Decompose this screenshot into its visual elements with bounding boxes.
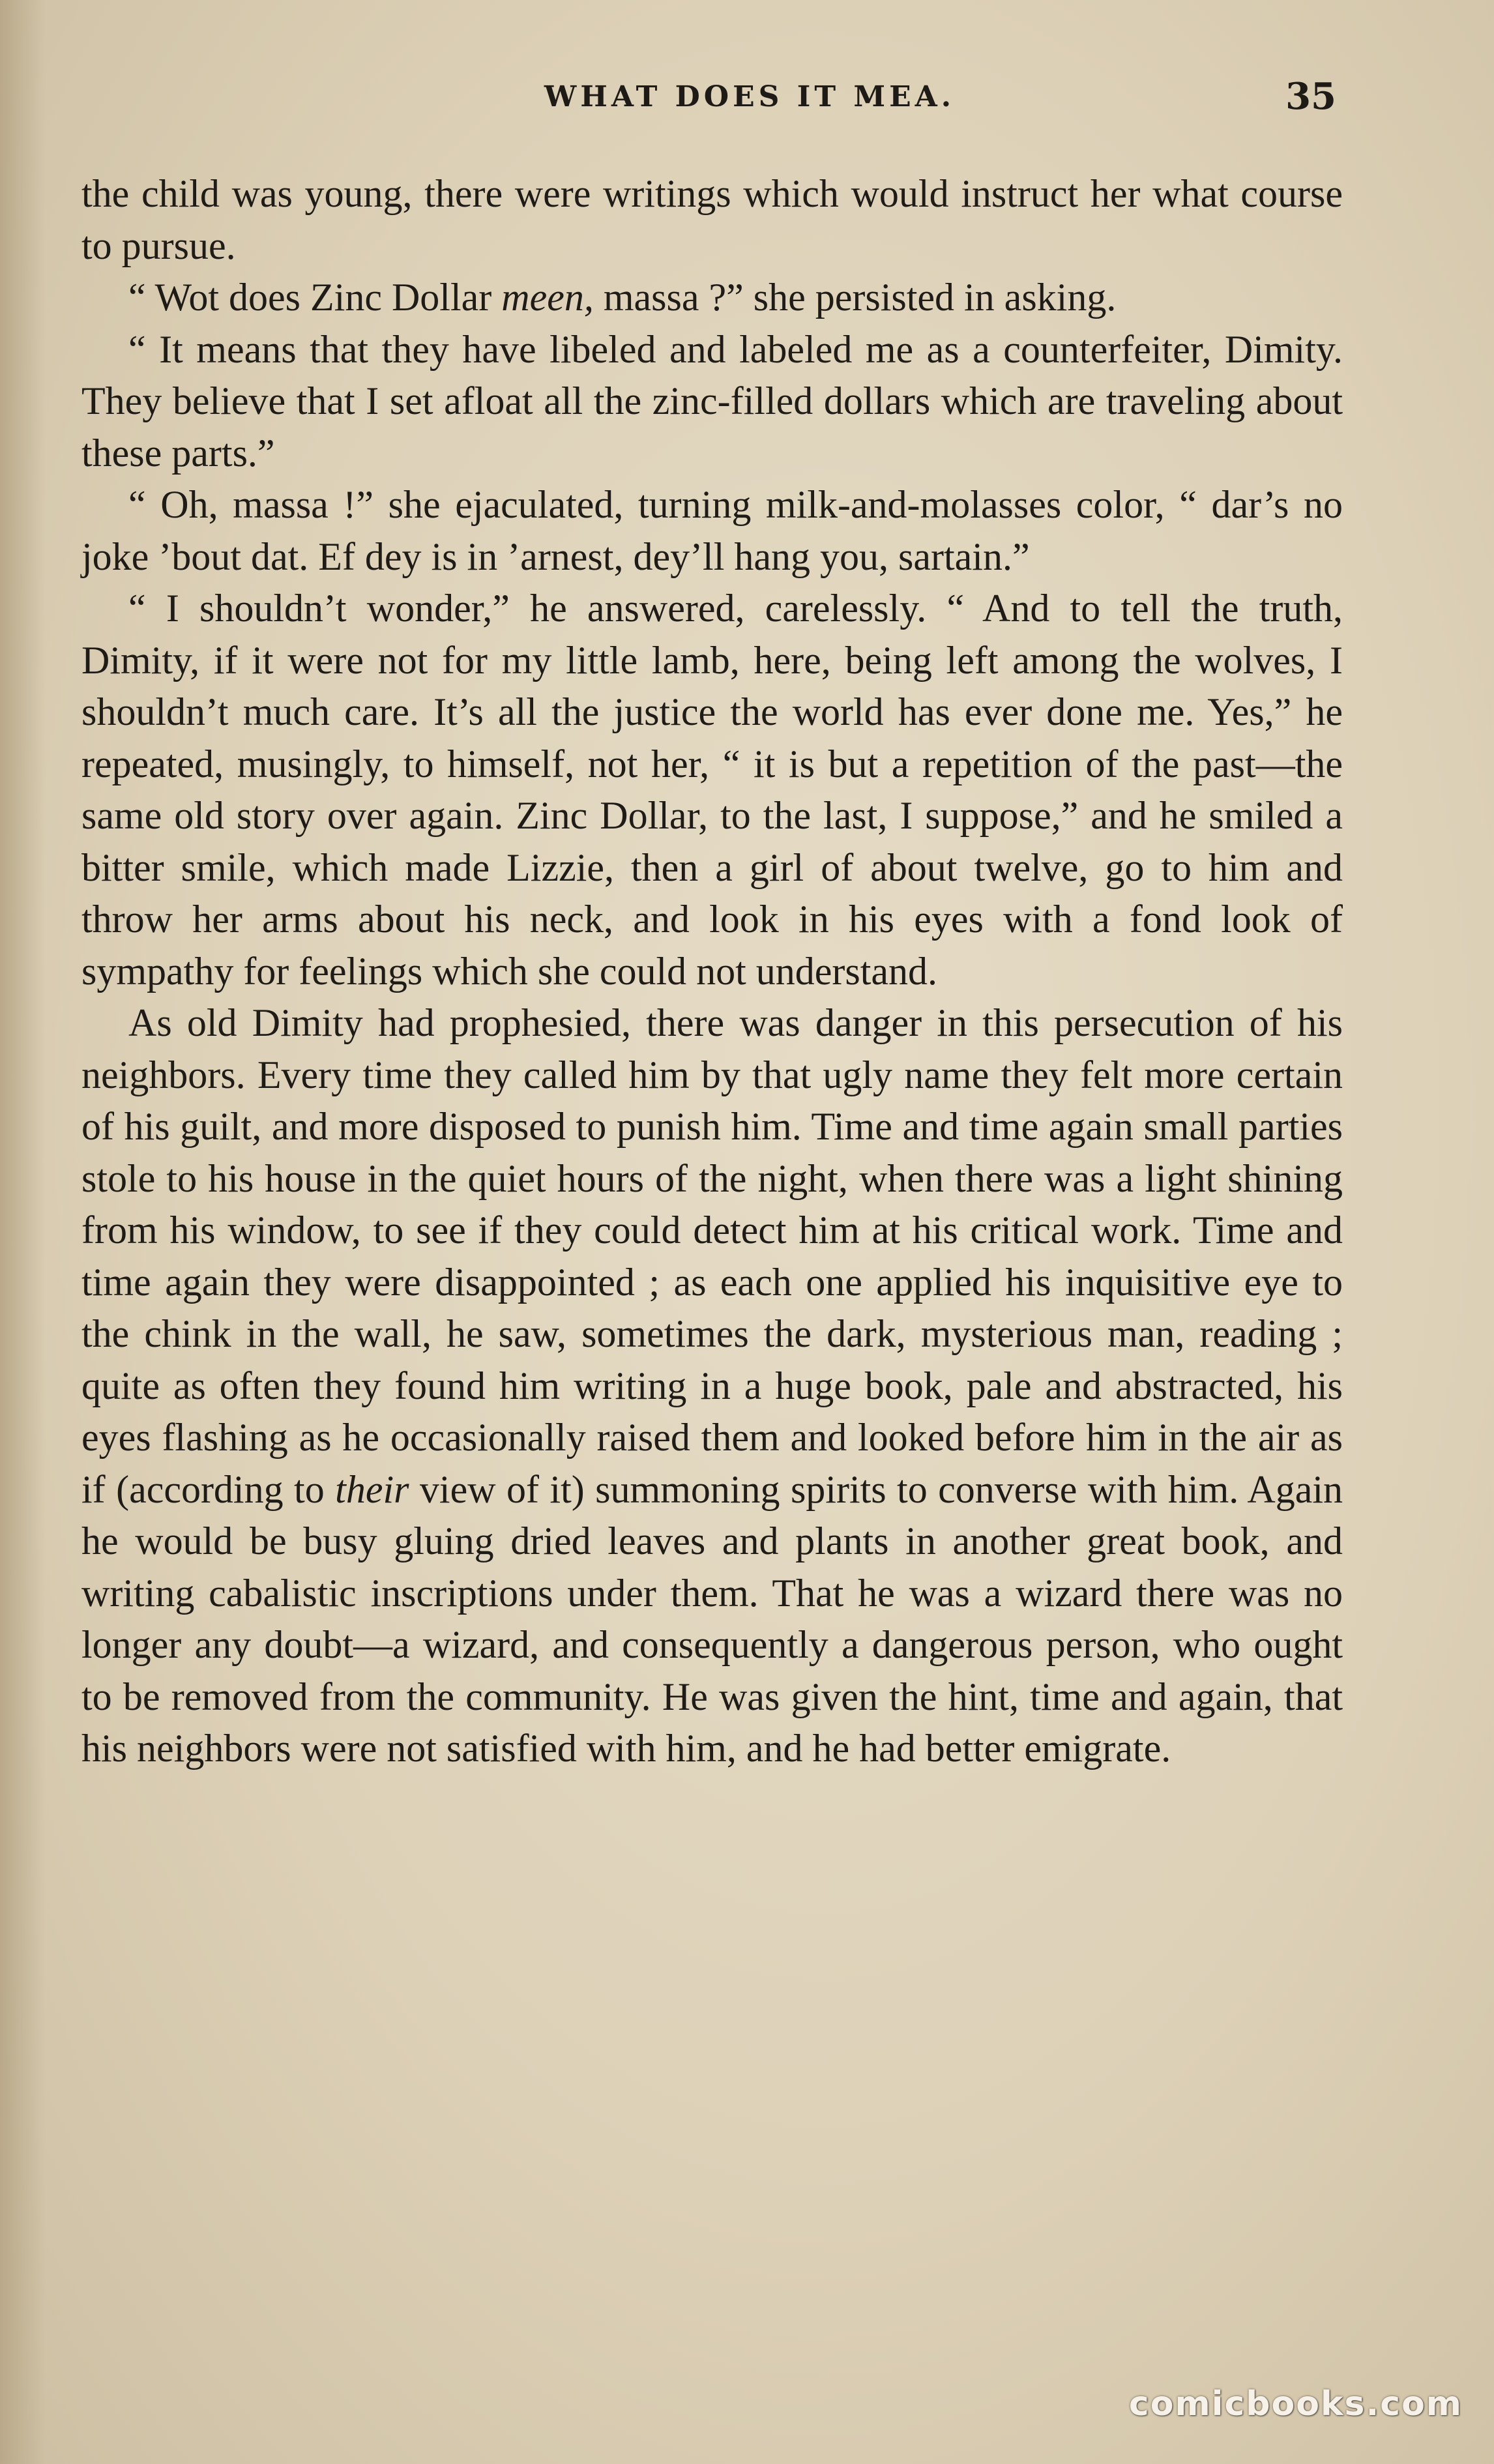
- body-text: [81, 168, 1343, 1775]
- paragraph-dialogue: [81, 479, 1343, 583]
- paragraph-narrative: [81, 997, 1343, 1775]
- paragraph-text: As old Dimity had prophesied, there was danger in this persecution of his neighbors. Every time they called him by that ugly name they felt more certain of his guilt, and more disposed to punish him. Time and time again small parties stole to his house in the quiet hours of the night, when there was a light shining from his window, to see if they could detect him at his critical work. Time and time again they were disappointed ; as each one applied his inquisitive eye to the chink in the wall, he saw, sometimes the dark, mysterious man, reading ; quite as often they found him writing in a huge book, pale and abstracted, his eyes flashing as he occasionally raised them and looked before him in the air as if (according to: [81, 1001, 1343, 1511]
- paragraph-text: “ It means that they have libeled and labeled me as a counterfeiter, Dimity. They believe that I set afloat all the zinc-filled dollars which are traveling about these parts.”: [81, 327, 1343, 475]
- paragraph-text: “ I shouldn’t wonder,” he answered, carelessly. “ And to tell the truth, Dimity, if it were not for my little lamb, here, being left among the wolves, I shouldn’t much care. It’s all the justice the world has ever done me. Yes,” he repeated, musingly, to himself, not her, “ it is but a repetition of the past—the same old story over again. Zinc Dollar, to the last, I suppose,” and he smiled a bitter smile, which made Lizzie, then a girl of about twelve, go to him and throw her arms about his neck, and look in his eyes with a fond look of sympathy for feelings which she could not understand.: [81, 587, 1343, 993]
- paragraph-emphasis: their: [335, 1467, 409, 1511]
- page-edge-shadow: [0, 0, 46, 2464]
- paragraph-text: view of it) summoning spirits to converse with him. Again he would be busy gluing dried leaves and plants in another great book, and writing cabalistic inscriptions under them. That he was a wizard there was no longer any doubt—a wizard, and consequently a dangerous person, who ought to be removed from the community. He was given the hint, time and again, that his neighbors were not satisfied with him, and he had better emigrate.: [81, 1467, 1343, 1770]
- running-title: WHAT DOES IT MEA.: [544, 80, 956, 113]
- paragraph-dialogue: [81, 324, 1343, 480]
- paragraph-dialogue: [81, 583, 1343, 997]
- paragraph-dialogue: [81, 272, 1343, 324]
- page-number: 35: [1285, 75, 1336, 118]
- paragraph-text: “ Oh, massa !” she ejaculated, turning milk-and-molasses color, “ dar’s no joke ’bout dat. Ef dey is in ’arnest, dey’ll hang you, sartain.”: [81, 483, 1343, 578]
- page-header: [78, 75, 1343, 127]
- paragraph-text: “ Wot does Zinc Dollar: [128, 276, 502, 319]
- paragraph-text: massa ?” she persisted in asking.: [593, 276, 1117, 319]
- paragraph-emphasis: meen,: [501, 276, 594, 319]
- paragraph-continued: [81, 168, 1343, 272]
- watermark-logo: comicbooks.com: [1128, 2384, 1463, 2424]
- paragraph-text: the child was young, there were writings which would instruct her what course to pursue.: [81, 172, 1343, 267]
